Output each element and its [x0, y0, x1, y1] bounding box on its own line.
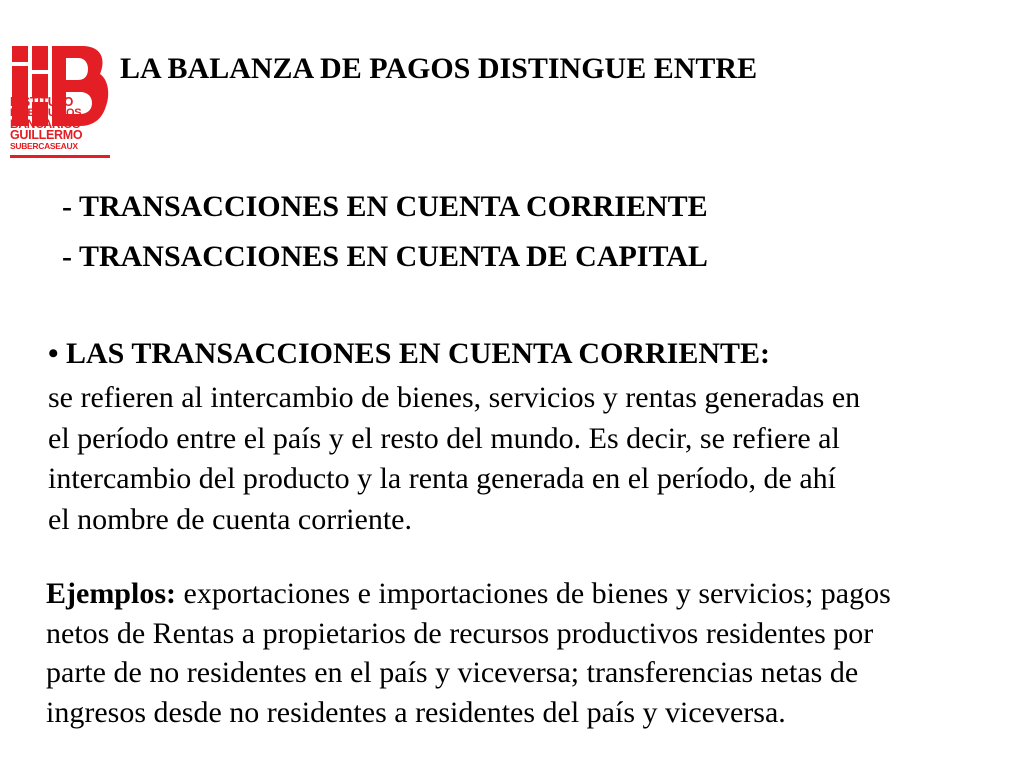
logo-line-4: GUILLERMO	[10, 128, 83, 142]
examples-line-3: parte de no residentes en el país y viceversa; transferencias netas de	[46, 656, 859, 689]
logo-wordmark	[10, 97, 112, 152]
logo-line-5: SUBERCASEAUX	[10, 141, 78, 151]
examples-first-line: exportaciones e importaciones de bienes y servicios; pagos	[176, 577, 891, 610]
logo-square-top	[12, 46, 28, 62]
examples-line-2: netos de Rentas a propietarios de recursos productivos residentes por	[46, 616, 874, 650]
examples-line-4: ingresos desde no residentes a residentes del país y viceversa.	[46, 695, 786, 729]
logo-line-1: INSTITUTO	[10, 95, 74, 109]
paragraph-line-4: el nombre de cuenta corriente.	[48, 502, 412, 536]
logo-e-bar-1	[32, 46, 48, 70]
logo-line-3: BANCARIOS	[10, 117, 80, 131]
examples-line-1	[46, 574, 1016, 614]
logo-line-2: DE ESTUDIOS	[10, 107, 82, 119]
examples-label: Ejemplos:	[46, 577, 176, 610]
examples-paragraph	[46, 574, 1016, 732]
item-cuenta-corriente: - TRANSACCIONES EN CUENTA CORRIENTE	[62, 190, 708, 223]
slide-title: LA BALANZA DE PAGOS DISTINGUE ENTRE	[120, 52, 758, 85]
logo-underline	[10, 155, 110, 158]
paragraph-line-1: se refieren al intercambio de bienes, servicios y rentas generadas en	[48, 381, 861, 414]
paragraph-line-3: intercambio del producto y la renta generada en el período, de ahí	[48, 462, 836, 495]
bullet-heading: • LAS TRANSACCIONES EN CUENTA CORRIENTE:	[48, 337, 771, 370]
paragraph-line-2: el período entre el país y el resto del mundo. Es decir, se refiere al	[48, 421, 840, 455]
item-cuenta-capital: - TRANSACCIONES EN CUENTA DE CAPITAL	[62, 240, 708, 273]
definition-paragraph	[48, 378, 988, 540]
